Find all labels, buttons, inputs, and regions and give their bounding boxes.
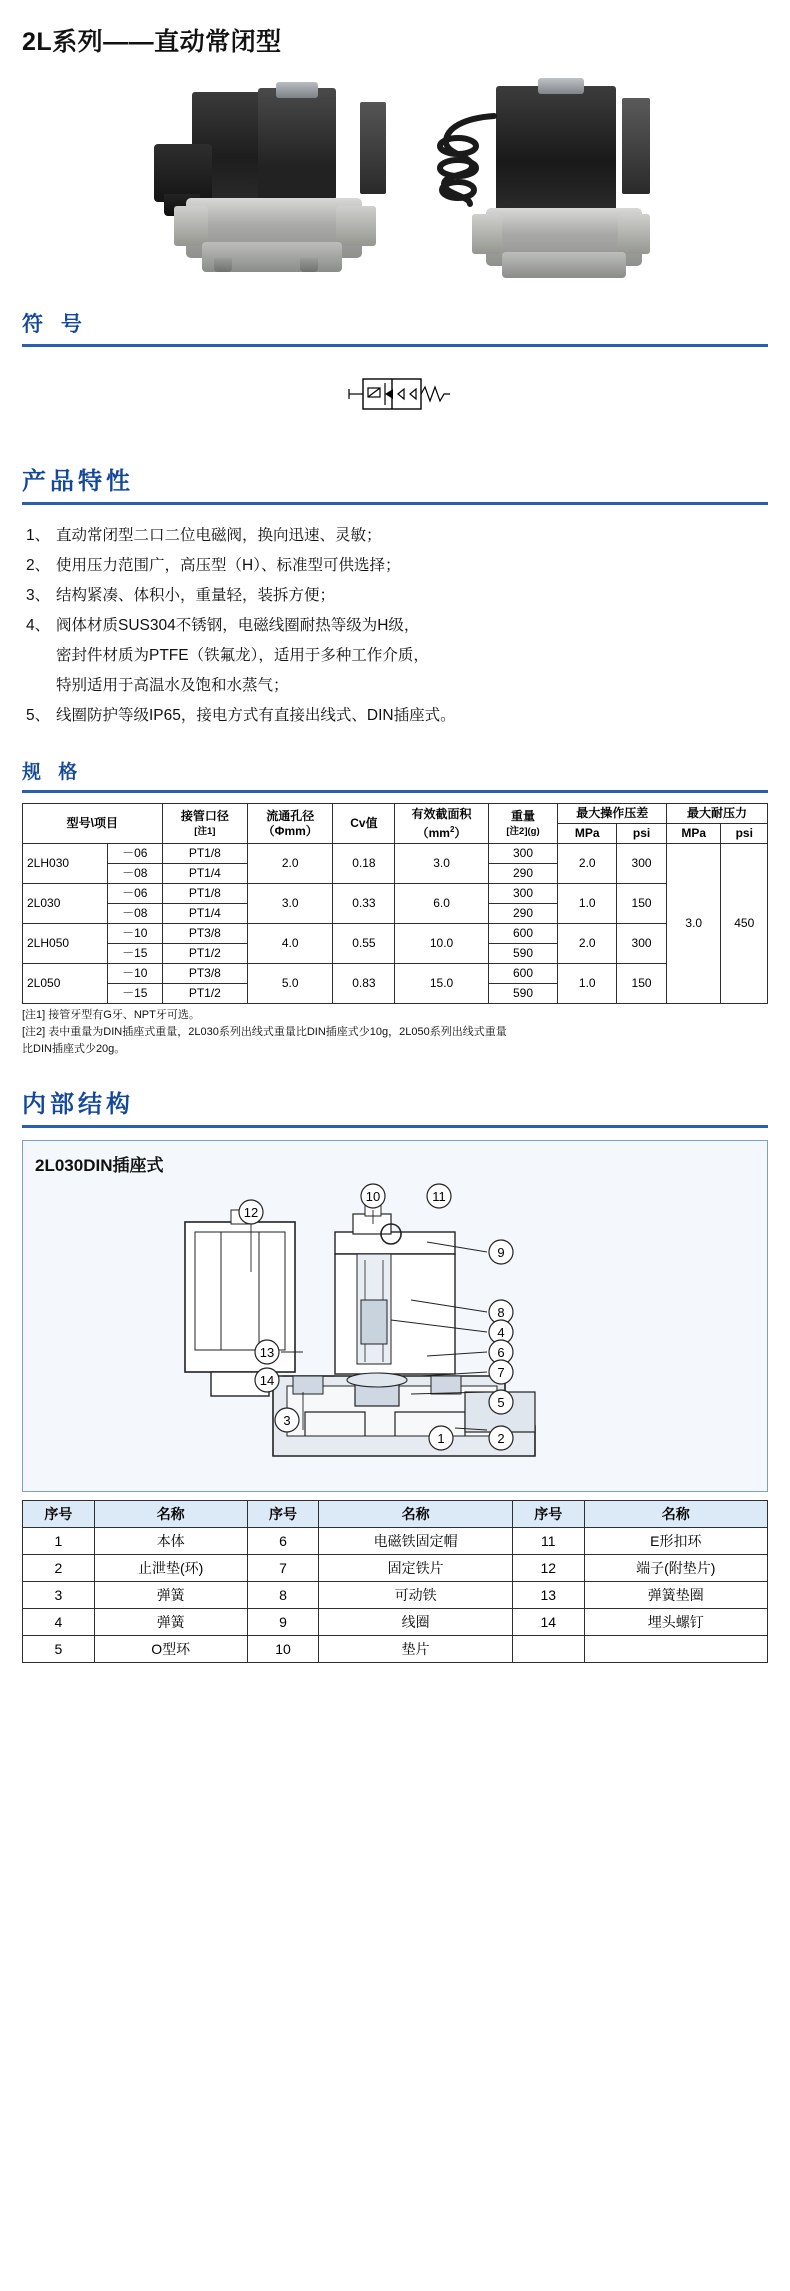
spec-col-orifice-label: 流通孔径 [266, 808, 315, 823]
table-row [23, 884, 768, 904]
spec-unit-maxpress-psi: psi [617, 824, 667, 844]
spec-unit-maxbear-psi: psi [721, 824, 768, 844]
part-no: 3 [23, 1582, 95, 1609]
spec-size: －08 [107, 864, 162, 884]
product-photo-cable-valve [410, 82, 650, 282]
spec-unit-maxbear-mpa: MPa [667, 824, 721, 844]
part-name: 线圈 [319, 1609, 513, 1636]
product-photo-din-plug-valve [140, 82, 380, 282]
parts-col-no-2: 序号 [247, 1501, 319, 1528]
spec-col-area-label: 有效截面积 [411, 806, 472, 821]
spec-port: PT1/8 [162, 844, 247, 864]
spec-port: PT1/8 [162, 884, 247, 904]
spec-model: 2LH050 [23, 924, 108, 964]
part-no: 11 [512, 1528, 584, 1555]
parts-table [22, 1500, 768, 1663]
spec-note-3: 比DIN插座式少20g。 [22, 1043, 126, 1055]
spec-mpa: 2.0 [558, 924, 617, 964]
spec-bear-psi: 450 [721, 844, 768, 1004]
spec-note-2: [注2] 表中重量为DIN插座式重量，2L030系列出线式重量比DIN插座式少10g，2L050系列出线式重量 [22, 1026, 507, 1038]
feature-text: 直动常闭型二口二位电磁阀，换向迅速、灵敏； [56, 527, 382, 544]
part-name: 电磁铁固定帽 [319, 1528, 513, 1555]
spec-size: －10 [107, 924, 162, 944]
part-name [584, 1636, 767, 1663]
part-name: 弹簧 [94, 1582, 247, 1609]
part-name: 本体 [94, 1528, 247, 1555]
spec-port: PT1/2 [162, 984, 247, 1004]
section-title-symbol: 符 号 [22, 313, 88, 336]
part-no: 10 [247, 1636, 319, 1663]
svg-text:11: 11 [432, 1189, 446, 1204]
features-list [26, 521, 764, 731]
table-row [23, 1528, 768, 1555]
part-no: 8 [247, 1582, 319, 1609]
feature-item [26, 551, 764, 581]
spec-col-orifice-unit: （Φmm） [262, 823, 318, 838]
spec-weight: 590 [488, 944, 558, 964]
feature-number: 4、 [26, 617, 51, 634]
spec-psi: 300 [617, 844, 667, 884]
part-no: 4 [23, 1609, 95, 1636]
spec-bear-mpa: 3.0 [667, 844, 721, 1004]
spec-note-1: [注1] 接管牙型有G牙、NPT牙可选。 [22, 1009, 200, 1021]
product-photo-row [0, 72, 790, 282]
spec-port: PT3/8 [162, 964, 247, 984]
table-row [23, 1582, 768, 1609]
section-title-features: 产品特性 [22, 468, 134, 495]
part-name: 弹簧垫圈 [584, 1582, 767, 1609]
spec-cv: 0.33 [333, 884, 395, 924]
table-row [23, 1609, 768, 1636]
symbol-diagram-wrap [0, 353, 790, 435]
part-no: 14 [512, 1609, 584, 1636]
section-header-features [22, 461, 768, 505]
section-title-spec: 规 格 [22, 762, 84, 783]
spec-col-weight-label: 重量 [511, 808, 536, 823]
part-no: 6 [247, 1528, 319, 1555]
spec-mpa: 1.0 [558, 884, 617, 924]
spec-orifice: 3.0 [248, 884, 333, 924]
spec-weight: 290 [488, 904, 558, 924]
spec-col-port-label: 接管口径 [180, 808, 229, 823]
spec-size: －06 [107, 844, 162, 864]
feature-item [26, 521, 764, 551]
part-no: 7 [247, 1555, 319, 1582]
part-name: 端子(附垫片) [584, 1555, 767, 1582]
feature-number: 2、 [26, 557, 51, 574]
spec-port: PT1/4 [162, 904, 247, 924]
spec-col-port [162, 804, 247, 844]
part-name: O型环 [94, 1636, 247, 1663]
part-name: 埋头螺钉 [584, 1609, 767, 1636]
svg-text:4: 4 [497, 1325, 505, 1340]
spec-port: PT1/4 [162, 864, 247, 884]
part-no: 13 [512, 1582, 584, 1609]
spec-area: 10.0 [395, 924, 488, 964]
spec-col-weight-note: [注2](g) [506, 825, 540, 837]
svg-text:12: 12 [243, 1205, 259, 1220]
svg-text:3: 3 [283, 1413, 291, 1428]
spec-col-maxbear-label: 最大耐压力 [687, 806, 748, 820]
spec-weight: 290 [488, 864, 558, 884]
svg-text:14: 14 [259, 1373, 275, 1388]
spec-cv: 0.83 [333, 964, 395, 1004]
svg-text:13: 13 [259, 1345, 275, 1360]
spec-col-weight [488, 804, 558, 844]
cable-coil-icon [424, 112, 500, 212]
structure-diagram [35, 1180, 755, 1480]
part-no: 2 [23, 1555, 95, 1582]
parts-table-wrap [22, 1500, 768, 1663]
spec-mpa: 1.0 [558, 964, 617, 1004]
part-name: 止泄垫(环) [94, 1555, 247, 1582]
spec-weight: 600 [488, 964, 558, 984]
spec-unit-maxpress-mpa: MPa [558, 824, 617, 844]
feature-text: 使用压力范围广，高压型（H）、标准型可供选择； [56, 557, 401, 574]
feature-item [26, 611, 764, 641]
feature-item [26, 581, 764, 611]
section-header-spec [22, 757, 768, 793]
part-name: 固定铁片 [319, 1555, 513, 1582]
spec-area: 3.0 [395, 844, 488, 884]
spec-col-maxpress-label: 最大操作压差 [576, 806, 649, 820]
svg-text:7: 7 [497, 1365, 505, 1380]
spec-weight: 590 [488, 984, 558, 1004]
parts-col-name-2: 名称 [319, 1501, 513, 1528]
part-no: 9 [247, 1609, 319, 1636]
section-title-structure: 内部结构 [22, 1091, 134, 1118]
spec-size: －15 [107, 984, 162, 1004]
page-title: 2L系列——直动常闭型 [22, 28, 282, 56]
parts-col-no-1: 序号 [23, 1501, 95, 1528]
table-row [23, 1555, 768, 1582]
parts-col-name-1: 名称 [94, 1501, 247, 1528]
feature-subline: 密封件材质为PTFE（铁氟龙），适用于多种工作介质， [56, 647, 429, 664]
spec-size: －08 [107, 904, 162, 924]
spec-table [22, 803, 768, 1004]
spec-psi: 150 [617, 964, 667, 1004]
spec-psi: 300 [617, 924, 667, 964]
spec-col-cv: Cv值 [333, 804, 395, 844]
spec-port: PT1/2 [162, 944, 247, 964]
section-header-structure [22, 1084, 768, 1128]
section-header-symbol [22, 308, 768, 347]
spec-size: －10 [107, 964, 162, 984]
spec-col-maxpress [558, 804, 667, 824]
spec-col-area-unit: $(mm^2)$ [416, 824, 467, 840]
part-name: 弹簧 [94, 1609, 247, 1636]
svg-text:5: 5 [497, 1395, 505, 1410]
spec-model: 2LH030 [23, 844, 108, 884]
feature-subline: 特别适用于高温水及饱和水蒸气； [56, 677, 289, 694]
spec-size: －06 [107, 884, 162, 904]
spec-area: 15.0 [395, 964, 488, 1004]
spec-col-orifice [248, 804, 333, 844]
structure-panel [22, 1140, 768, 1492]
parts-col-name-3: 名称 [584, 1501, 767, 1528]
part-no: 5 [23, 1636, 95, 1663]
spec-col-area [395, 804, 488, 844]
svg-text:6: 6 [497, 1345, 505, 1360]
spec-port: PT3/8 [162, 924, 247, 944]
table-row [23, 964, 768, 984]
svg-text:1: 1 [437, 1431, 445, 1446]
spec-weight: 300 [488, 844, 558, 864]
spec-cv: 0.18 [333, 844, 395, 884]
svg-text:9: 9 [497, 1245, 505, 1260]
spec-psi: 150 [617, 884, 667, 924]
table-row [23, 1636, 768, 1663]
structure-title: 2L030DIN插座式 [35, 1156, 164, 1175]
part-no: 1 [23, 1528, 95, 1555]
spec-col-maxbear [667, 804, 768, 824]
valve-symbol-icon [335, 371, 455, 417]
spec-area: 6.0 [395, 884, 488, 924]
feature-text: 线圈防护等级IP65，接电方式有直接出线式、DIN插座式。 [56, 707, 456, 724]
part-name: 垫片 [319, 1636, 513, 1663]
feature-item [26, 701, 764, 731]
feature-number: 3、 [26, 587, 51, 604]
svg-text:10: 10 [365, 1189, 381, 1204]
table-row [23, 844, 768, 864]
part-no: 12 [512, 1555, 584, 1582]
spec-notes [22, 1007, 768, 1058]
spec-model: 2L030 [23, 884, 108, 924]
parts-col-no-3: 序号 [512, 1501, 584, 1528]
spec-model: 2L050 [23, 964, 108, 1004]
feature-number: 5、 [26, 707, 51, 724]
spec-weight: 600 [488, 924, 558, 944]
part-name: E形扣环 [584, 1528, 767, 1555]
spec-weight: 300 [488, 884, 558, 904]
part-name: 可动铁 [319, 1582, 513, 1609]
feature-text: 结构紧凑、体积小，重量轻，装拆方便； [56, 587, 336, 604]
spec-orifice: 5.0 [248, 964, 333, 1004]
spec-orifice: 2.0 [248, 844, 333, 884]
spec-mpa: 2.0 [558, 844, 617, 884]
spec-table-wrap [22, 803, 768, 1004]
svg-text:8: 8 [497, 1305, 505, 1320]
part-no [512, 1636, 584, 1663]
spec-col-model: 型号\项目 [23, 804, 163, 844]
spec-size: －15 [107, 944, 162, 964]
parts-header-row [23, 1501, 768, 1528]
feature-number: 1、 [26, 527, 51, 544]
spec-header-row [23, 804, 768, 824]
spec-orifice: 4.0 [248, 924, 333, 964]
table-row [23, 924, 768, 944]
feature-text: 阀体材质SUS304不锈钢，电磁线圈耐热等级为H级， [56, 617, 420, 634]
svg-text:2: 2 [497, 1431, 505, 1446]
spec-col-port-note: [注1] [194, 825, 216, 837]
spec-cv: 0.55 [333, 924, 395, 964]
